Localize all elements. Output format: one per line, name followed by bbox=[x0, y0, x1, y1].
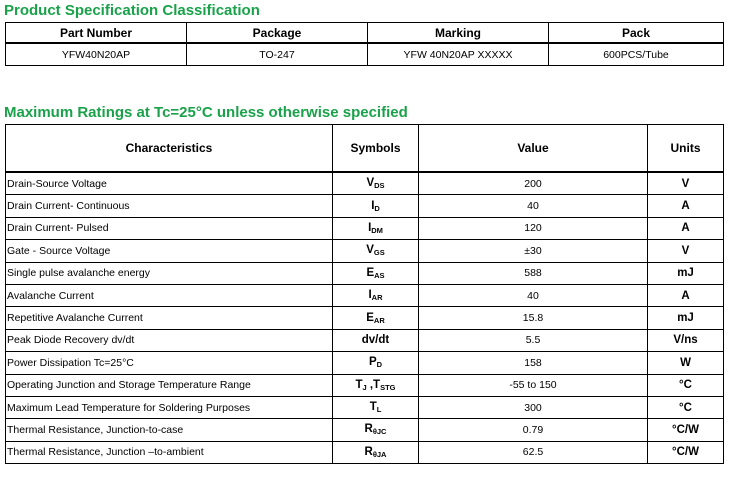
table-row bbox=[6, 172, 724, 195]
value-cell: 120 bbox=[419, 217, 648, 239]
marking-cell: YFW 40N20AP XXXXX bbox=[368, 43, 549, 66]
symbol-subscript: J bbox=[362, 382, 367, 392]
table-row bbox=[6, 374, 724, 396]
value-cell: 300 bbox=[419, 396, 648, 418]
symbol-subscript: AR bbox=[373, 315, 385, 325]
value-cell: 0.79 bbox=[419, 419, 648, 441]
characteristic-cell: Power Dissipation Tc=25°C bbox=[6, 352, 333, 374]
value-cell: 40 bbox=[419, 195, 648, 217]
unit-cell: A bbox=[648, 284, 724, 306]
characteristic-cell: Peak Diode Recovery dv/dt bbox=[6, 329, 333, 351]
unit-cell: V bbox=[648, 172, 724, 195]
col-header-units: Units bbox=[648, 125, 724, 173]
unit-cell: °C bbox=[648, 374, 724, 396]
characteristic-cell: Thermal Resistance, Junction-to-case bbox=[6, 419, 333, 441]
col-header-value: Value bbox=[419, 125, 648, 173]
symbol-cell bbox=[333, 329, 419, 351]
value-cell: 158 bbox=[419, 352, 648, 374]
unit-cell: V bbox=[648, 240, 724, 262]
ratings-table bbox=[5, 124, 724, 464]
symbol-second-subscript: STG bbox=[380, 382, 396, 392]
part-number-cell: YFW40N20AP bbox=[6, 43, 187, 66]
unit-cell: °C/W bbox=[648, 419, 724, 441]
table-row bbox=[6, 262, 724, 284]
symbol-subscript: GS bbox=[373, 248, 385, 258]
symbol-cell bbox=[333, 352, 419, 374]
symbol-subscript: AR bbox=[371, 293, 383, 303]
value-cell: 15.8 bbox=[419, 307, 648, 329]
unit-cell: °C/W bbox=[648, 441, 724, 463]
characteristic-cell: Drain Current- Continuous bbox=[6, 195, 333, 217]
table-row bbox=[6, 441, 724, 463]
symbol-cell bbox=[333, 217, 419, 239]
symbol-cell bbox=[333, 284, 419, 306]
symbol-cell bbox=[333, 374, 419, 396]
col-header-package: Package bbox=[187, 23, 368, 44]
unit-cell: W bbox=[648, 352, 724, 374]
symbol-main: dv/dt bbox=[361, 334, 390, 347]
value-cell: ±30 bbox=[419, 240, 648, 262]
symbol-main: T bbox=[355, 378, 363, 391]
symbol-cell bbox=[333, 195, 419, 217]
symbol-cell bbox=[333, 441, 419, 463]
symbol-main: I bbox=[368, 221, 372, 234]
value-cell: 200 bbox=[419, 172, 648, 195]
symbol-subscript: AS bbox=[374, 270, 385, 280]
symbol-subscript: θJA bbox=[372, 449, 387, 459]
unit-cell: mJ bbox=[648, 307, 724, 329]
characteristic-cell: Operating Junction and Storage Temperature Range bbox=[6, 374, 333, 396]
symbol-subscript: DS bbox=[374, 181, 385, 191]
symbol-cell bbox=[333, 240, 419, 262]
symbol-cell bbox=[333, 307, 419, 329]
value-cell: 40 bbox=[419, 284, 648, 306]
symbol-main: V bbox=[366, 177, 375, 190]
characteristic-cell: Avalanche Current bbox=[6, 284, 333, 306]
spec-row bbox=[6, 43, 724, 66]
symbol-main: I bbox=[368, 289, 372, 302]
symbol-subscript: D bbox=[374, 203, 380, 213]
ratings-heading: Maximum Ratings at Tc=25°C unless otherwise specified bbox=[4, 104, 408, 121]
spec-header-row bbox=[6, 23, 724, 44]
symbol-cell bbox=[333, 172, 419, 195]
symbol-main: R bbox=[364, 423, 373, 436]
symbol-second: ,T bbox=[366, 378, 381, 391]
symbol-main: R bbox=[364, 445, 373, 458]
spec-heading: Product Specification Classification bbox=[4, 2, 260, 19]
characteristic-cell: Gate - Source Voltage bbox=[6, 240, 333, 262]
characteristic-cell: Repetitive Avalanche Current bbox=[6, 307, 333, 329]
pack-cell: 600PCS/Tube bbox=[549, 43, 724, 66]
value-cell: -55 to 150 bbox=[419, 374, 648, 396]
unit-cell: V/ns bbox=[648, 329, 724, 351]
unit-cell: mJ bbox=[648, 262, 724, 284]
table-row bbox=[6, 307, 724, 329]
symbol-subscript: D bbox=[376, 360, 383, 370]
symbol-cell bbox=[333, 262, 419, 284]
col-header-characteristics: Characteristics bbox=[6, 125, 333, 173]
unit-cell: A bbox=[648, 195, 724, 217]
table-row bbox=[6, 195, 724, 217]
col-header-marking: Marking bbox=[368, 23, 549, 44]
table-row bbox=[6, 419, 724, 441]
table-row bbox=[6, 352, 724, 374]
symbol-subscript: DM bbox=[371, 225, 383, 235]
symbol-subscript: θJC bbox=[372, 427, 387, 437]
symbol-main: E bbox=[366, 311, 374, 324]
table-row bbox=[6, 240, 724, 262]
table-row bbox=[6, 396, 724, 418]
value-cell: 588 bbox=[419, 262, 648, 284]
symbol-main: P bbox=[368, 356, 377, 369]
characteristic-cell: Drain Current- Pulsed bbox=[6, 217, 333, 239]
col-header-pack: Pack bbox=[549, 23, 724, 44]
unit-cell: A bbox=[648, 217, 724, 239]
ratings-header-row bbox=[6, 125, 724, 173]
table-row bbox=[6, 217, 724, 239]
characteristic-cell: Single pulse avalanche energy bbox=[6, 262, 333, 284]
col-header-symbols: Symbols bbox=[333, 125, 419, 173]
symbol-subscript: L bbox=[376, 405, 382, 415]
symbol-cell bbox=[333, 419, 419, 441]
symbol-main: I bbox=[371, 199, 375, 212]
symbol-main: T bbox=[369, 401, 377, 414]
unit-cell: °C bbox=[648, 396, 724, 418]
value-cell: 62.5 bbox=[419, 441, 648, 463]
characteristic-cell: Drain-Source Voltage bbox=[6, 172, 333, 195]
package-cell: TO-247 bbox=[187, 43, 368, 66]
symbol-main: E bbox=[366, 266, 375, 279]
characteristic-cell: Maximum Lead Temperature for Soldering Purposes bbox=[6, 396, 333, 418]
value-cell: 5.5 bbox=[419, 329, 648, 351]
symbol-cell bbox=[333, 396, 419, 418]
col-header-part-number: Part Number bbox=[6, 23, 187, 44]
table-row bbox=[6, 329, 724, 351]
characteristic-cell: Thermal Resistance, Junction –to-ambient bbox=[6, 441, 333, 463]
symbol-main: V bbox=[366, 244, 374, 257]
table-row bbox=[6, 284, 724, 306]
spec-table bbox=[5, 22, 724, 66]
